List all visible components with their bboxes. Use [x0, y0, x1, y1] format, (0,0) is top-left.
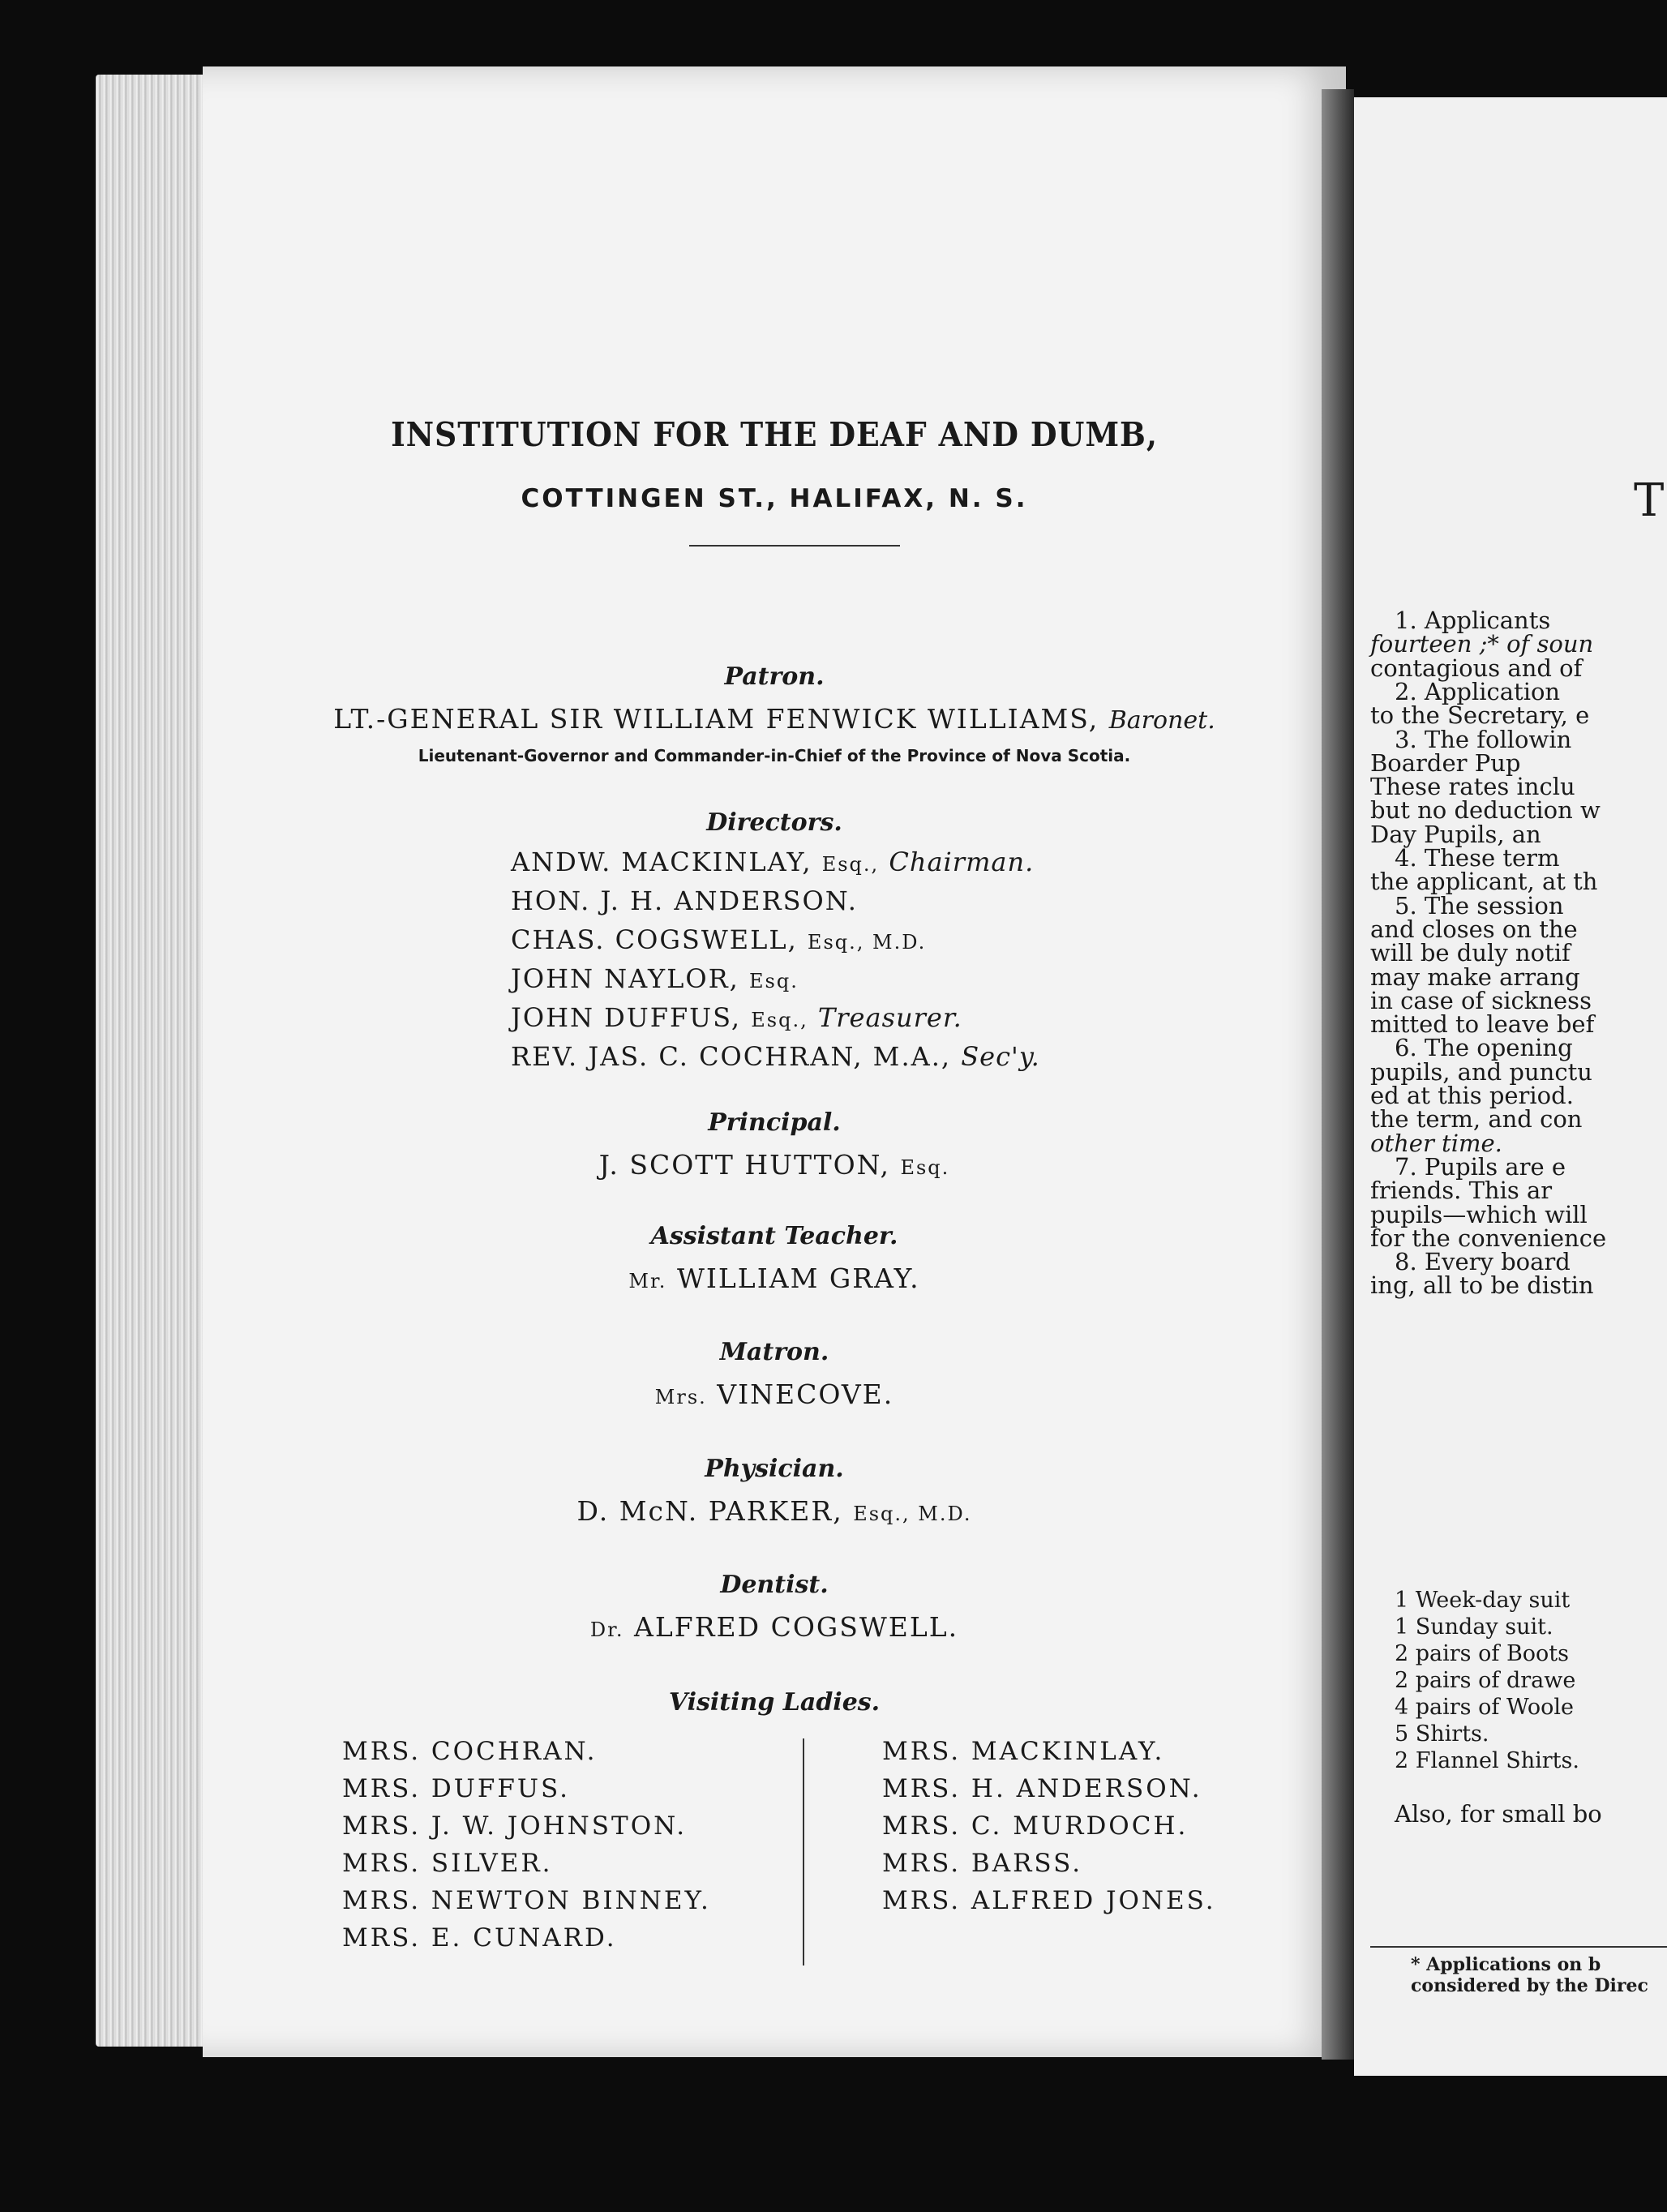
page-edges — [96, 75, 209, 2047]
director-name: ANDW. MACKINLAY, — [511, 847, 812, 877]
assistant-heading: Assistant Teacher. — [650, 1222, 898, 1250]
right-page-line: Also, for small bo — [1395, 1800, 1602, 1828]
matron-line — [203, 1378, 1346, 1410]
physician-heading: Physician. — [705, 1455, 844, 1483]
dentist-heading: Dentist. — [720, 1571, 829, 1599]
director-role: Sec'y. — [961, 1041, 1040, 1072]
patron-name: LT.-GENERAL SIR WILLIAM FENWICK WILLIAMS, — [333, 703, 1099, 735]
physician-title: Esq., M.D. — [853, 1503, 972, 1525]
right-page-line: for the convenience — [1370, 1224, 1607, 1252]
right-page-line: 3. The followin — [1395, 725, 1572, 753]
director-title: Esq., — [821, 853, 880, 876]
matron-heading: Matron. — [719, 1338, 829, 1366]
right-page-line: but no deduction w — [1370, 796, 1601, 825]
principal-line — [203, 1149, 1346, 1181]
visiting-lady: MRS. BARSS. — [882, 1849, 1083, 1878]
right-page-line: pupils—which will — [1370, 1200, 1588, 1228]
footnote-rule — [1370, 1946, 1667, 1948]
right-page-line: contagious and of — [1370, 654, 1583, 682]
right-page-line: may make arrang — [1370, 962, 1580, 991]
right-page-line: the term, and con — [1370, 1105, 1583, 1134]
title-rule — [689, 545, 900, 547]
book-gutter — [1322, 89, 1354, 2060]
visiting-lady: MRS. J. W. JOHNSTON. — [342, 1811, 688, 1841]
director-name: CHAS. COGSWELL, — [511, 924, 798, 955]
clothing-list-item: 2 pairs of drawe — [1395, 1668, 1576, 1693]
visiting-lady: MRS. COCHRAN. — [342, 1737, 598, 1766]
director-row — [511, 847, 1034, 877]
address: COTTINGEN ST., HALIFAX, N. S. — [521, 484, 1028, 513]
clothing-list-item: 4 pairs of Woole — [1395, 1695, 1574, 1720]
right-page-line: other time. — [1370, 1129, 1502, 1157]
visiting-lady: MRS. DUFFUS. — [342, 1774, 571, 1803]
patron-heading: Patron. — [724, 662, 825, 691]
assistant-name: WILLIAM GRAY. — [676, 1262, 920, 1294]
right-page-line: ing, all to be distin — [1370, 1271, 1594, 1300]
right-page-line: ed at this period. — [1370, 1082, 1574, 1109]
visiting-lady: MRS. SILVER. — [342, 1849, 553, 1878]
right-page — [1354, 97, 1667, 2076]
director-row — [511, 1002, 962, 1033]
director-row — [511, 963, 799, 994]
right-page-line: Day Pupils, an — [1370, 820, 1541, 848]
right-page-line: will be duly notif — [1370, 939, 1571, 967]
right-page-line: and closes on the — [1370, 915, 1578, 943]
right-page-line: 1. Applicants — [1395, 607, 1551, 634]
director-name: JOHN DUFFUS, — [511, 1002, 742, 1033]
left-page — [203, 66, 1346, 2057]
patron-name-line — [203, 703, 1346, 735]
director-role: Treasurer. — [817, 1002, 962, 1033]
right-page-line: These rates inclu — [1370, 773, 1575, 801]
right-page-line: 6. The opening — [1395, 1034, 1573, 1062]
page-title: INSTITUTION FOR THE DEAF AND DUMB, — [391, 415, 1158, 454]
visiting-lady: MRS. E. CUNARD. — [342, 1923, 617, 1953]
right-page-line: in case of sickness — [1370, 986, 1592, 1014]
assistant-prefix: Mr. — [628, 1270, 667, 1292]
director-title: Esq., M.D. — [807, 931, 927, 954]
visiting-lady: MRS. ALFRED JONES. — [882, 1886, 1216, 1915]
assistant-line — [203, 1262, 1346, 1294]
visiting-heading: Visiting Ladies. — [668, 1688, 881, 1717]
dentist-line — [203, 1611, 1346, 1643]
director-name: REV. JAS. C. COCHRAN, M.A., — [511, 1041, 952, 1072]
directors-heading: Directors. — [706, 808, 842, 837]
visiting-lady: MRS. C. MURDOCH. — [882, 1811, 1189, 1841]
director-title: Esq., — [751, 1009, 808, 1031]
right-page-line: friends. This ar — [1370, 1177, 1553, 1205]
clothing-list-item: 1 Week-day suit — [1395, 1588, 1571, 1613]
visiting-lady: MRS. NEWTON BINNEY. — [342, 1886, 711, 1915]
right-page-line: Boarder Pup — [1370, 748, 1521, 777]
right-page-line: mitted to leave bef — [1370, 1010, 1595, 1039]
right-page-line: 2. Application — [1395, 677, 1561, 705]
right-page-line: 8. Every board — [1395, 1248, 1571, 1276]
clothing-list-item: 5 Shirts. — [1395, 1721, 1489, 1747]
right-page-line: to the Secretary, e — [1370, 701, 1590, 730]
dentist-prefix: Dr. — [589, 1618, 624, 1641]
dentist-name: ALFRED COGSWELL. — [634, 1611, 959, 1643]
footnote-line: * Applications on b — [1411, 1954, 1601, 1975]
patron-office: Lieutenant-Governor and Commander-in-Chief of the Province of Nova Scotia. — [418, 746, 1131, 765]
clothing-list-item: 2 Flannel Shirts. — [1395, 1748, 1579, 1773]
director-name: JOHN NAYLOR, — [511, 963, 739, 994]
director-row — [511, 885, 858, 916]
director-row — [511, 1041, 1040, 1072]
right-page-line: the applicant, at th — [1370, 868, 1598, 896]
matron-prefix: Mrs. — [654, 1386, 707, 1408]
footnote-line: considered by the Direc — [1411, 1975, 1648, 1996]
visiting-lady: MRS. H. ANDERSON. — [882, 1774, 1202, 1803]
right-page-line: fourteen ;* of soun — [1370, 630, 1594, 658]
principal-heading: Principal. — [708, 1108, 841, 1137]
right-page-line: 7. Pupils are e — [1395, 1152, 1566, 1181]
patron-honorific: Baronet. — [1108, 706, 1215, 735]
visiting-lady: MRS. MACKINLAY. — [882, 1737, 1165, 1766]
physician-line — [203, 1495, 1346, 1527]
right-page-heading: T — [1634, 474, 1665, 527]
right-page-line: 4. These term — [1395, 844, 1560, 872]
director-name: HON. J. H. ANDERSON. — [511, 885, 858, 916]
right-page-line: pupils, and punctu — [1370, 1057, 1592, 1086]
principal-name: J. SCOTT HUTTON, — [598, 1149, 890, 1181]
clothing-list-item: 2 pairs of Boots — [1395, 1641, 1570, 1666]
director-row — [511, 924, 926, 955]
matron-name: VINECOVE. — [717, 1378, 894, 1410]
director-title: Esq. — [749, 970, 799, 992]
clothing-list-item: 1 Sunday suit. — [1395, 1614, 1553, 1640]
principal-title: Esq. — [900, 1156, 950, 1179]
director-role: Chairman. — [889, 847, 1035, 877]
column-divider — [803, 1738, 804, 1966]
physician-name: D. McN. PARKER, — [576, 1495, 843, 1527]
right-page-line: 5. The session — [1395, 891, 1564, 920]
